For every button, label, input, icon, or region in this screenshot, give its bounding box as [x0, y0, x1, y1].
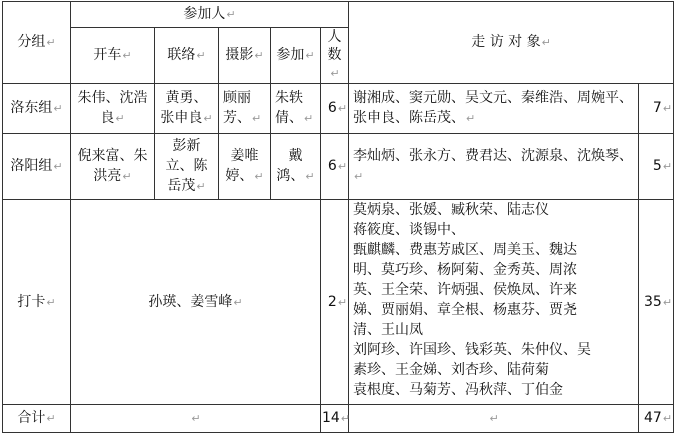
- target-count-cell: 5↵: [639, 134, 674, 200]
- target-line: 莫炳泉、张媛、臧秋荣、陆志仪: [353, 202, 550, 218]
- header-drive: 开车↵: [71, 28, 155, 84]
- target-line: 甄麒麟、费惠芳戚区、周美玉、魏达: [353, 242, 578, 258]
- targets-cell: [349, 200, 639, 405]
- liaison-cell: 黄勇、张申良↵: [155, 84, 219, 134]
- table-row: [3, 84, 674, 134]
- total-row: [3, 405, 674, 433]
- join-cell: 朱轶倩、↵: [271, 84, 321, 134]
- target-count-cell: 35↵: [639, 200, 674, 405]
- target-line: 娣、贾丽娟、章全根、杨惠芬、贾尧: [353, 302, 578, 318]
- targets-cell: 谢湘成、窦元勋、吴文元、秦维浩、周婉平、张申良、陈岳茂、↵: [349, 84, 639, 134]
- drive-cell: 倪来富、朱洪亮↵: [71, 134, 155, 200]
- header-join: 参加↵: [271, 28, 321, 84]
- header-participants: 参加人↵: [71, 2, 349, 28]
- total-target-count-cell: 47↵: [639, 405, 674, 433]
- table-row: [3, 134, 674, 200]
- target-count-cell: 7↵: [639, 84, 674, 134]
- header-group: 分组↵: [3, 2, 71, 84]
- target-line: 蒋筱度、谈锡中、: [353, 222, 466, 238]
- group-cell: 打卡↵: [3, 200, 71, 405]
- merged-participants-cell: 孙瑛、姜雪峰↵: [71, 200, 321, 405]
- drive-cell: 朱伟、沈浩良↵: [71, 84, 155, 134]
- total-targets-empty-cell: ↵: [349, 405, 639, 433]
- count-cell: 6↵: [321, 84, 349, 134]
- group-cell: 洛东组↵: [3, 84, 71, 134]
- liaison-cell: 彭新立、陈岳茂↵: [155, 134, 219, 200]
- target-line: 袁根度、马菊芳、冯秋萍、丁伯金: [353, 382, 564, 398]
- photo-cell: 顾丽芳、↵: [219, 84, 271, 134]
- count-cell: 2↵: [321, 200, 349, 405]
- group-cell: 洛阳组↵: [3, 134, 71, 200]
- total-empty-cell: ↵: [71, 405, 321, 433]
- table-row: [3, 200, 674, 405]
- header-photo: 摄影↵: [219, 28, 271, 84]
- photo-cell: 姜唯婷、↵: [219, 134, 271, 200]
- targets-cell: 李灿炳、张永方、费君达、沈源泉、沈焕琴、↵: [349, 134, 639, 200]
- total-label-cell: 合计↵: [3, 405, 71, 433]
- total-count-cell: 14↵: [321, 405, 349, 433]
- header-liaison: 联络↵: [155, 28, 219, 84]
- count-cell: 6↵: [321, 134, 349, 200]
- header-count: 人数↵: [321, 28, 349, 84]
- target-line: 刘阿珍、许国珍、钱彩英、朱仲仪、吴: [353, 342, 592, 358]
- header-visit-targets: 走 访 对 象↵: [349, 2, 674, 84]
- visit-schedule-table: [2, 1, 674, 433]
- target-line: 素珍、王金娣、刘杏珍、陆荷菊: [353, 362, 550, 378]
- target-line: 明、莫巧珍、杨阿菊、金秀英、周浓: [353, 262, 578, 278]
- target-line: 清、王山凤: [353, 322, 424, 338]
- target-line: 英、王全荣、许炳强、侯焕凤、许来: [353, 282, 578, 298]
- join-cell: 戴鸿、↵: [271, 134, 321, 200]
